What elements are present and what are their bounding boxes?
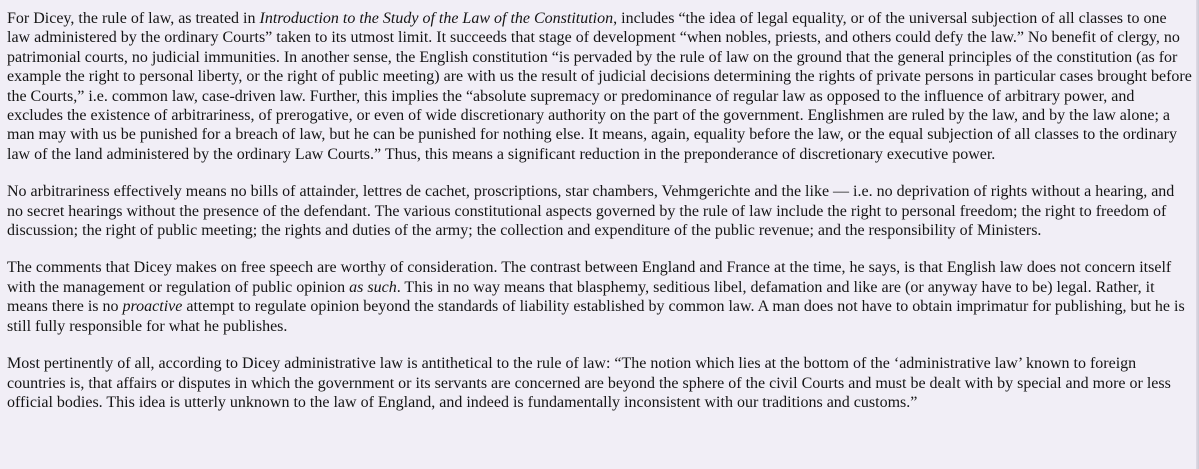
emphasis-proactive: proactive <box>122 298 183 316</box>
paragraph-text-segment: For Dicey, the rule of law, as treated in <box>7 10 260 27</box>
paragraph-text-segment: , includes “the idea of legal equality, or of the universal subjection of all classes to one law administered by the ordinary Courts” taken to its utmost limit. It succeeds that stage of development “when nobles, priests, and others could defy the law.” No benefit of clergy, no patrimonial courts, no judicial immunities. In another sense, the English constitution “is pervaded by the rule of law on the ground that the general principles of the constitution (as for example the right to personal liberty, or the right of public meeting) are with us the result of judicial decisions determining the rights of private persons in particular cases brought before the Courts,” i.e. common law, case-driven law. Further, this implies the “absolute supremacy or predominance of regular law as opposed to the influence of arbitrary power, and excludes the existence of arbitrariness, of prerogative, or even of wide discretionary authority on the part of the government. Englishmen are ruled by the law, and by the law alone; a man may with us be punished for a breach of law, but he can be punished for nothing else. It means, again, equality before the law, or the equal subjection of all classes to the ordinary law of the land administered by the ordinary Law Courts.” Thus, this means a significant reduction in the preponderance of discretionary executive power. <box>7 10 1192 163</box>
paragraph-text-segment: attempt to regulate opinion beyond the standards of liability established by common law. A man does not have to obtain imprimatur for publishing, but he is still fully responsible for what he publishes. <box>7 298 1185 335</box>
paragraph-text-segment: The comments that Dicey makes on free speech are worthy of consideration. The contrast between England and France at the time, he says, is that English law does not concern itself with the management or regulation of public opinion <box>7 259 1172 296</box>
paragraph-free-speech <box>7 258 1192 336</box>
paragraph-no-arbitrariness <box>7 182 1192 240</box>
emphasis-as-such: as such <box>349 278 397 296</box>
paragraph-administrative-law <box>7 354 1192 412</box>
article-body <box>7 9 1192 430</box>
paragraph-text-segment: Most pertinently of all, according to Dicey administrative law is antithetical to the rule of law: “The notion which lies at the bottom of the ‘administrative law’ known to foreign countries is, that affairs or disputes in which the government or its servants are concerned are beyond the sphere of the civil Courts and must be dealt with by special and more or less official bodies. This idea is utterly unknown to the law of England, and indeed is fundamentally inconsistent with our traditions and customs.” <box>7 355 1171 411</box>
paragraph-text-segment: . This in no way means that blasphemy, seditious libel, defamation and like are (or anyway have to be) legal. Rather, it means there is no <box>7 278 1155 316</box>
paragraph-text-segment: No arbitrariness effectively means no bills of attainder, lettres de cachet, proscriptions, star chambers, Vehmgerichte and the like — i.e. no deprivation of rights without a hearing, and no secret hearings without the presence of the defendant. The various constitutional aspects governed by the rule of law include the right to personal freedom; the right to freedom of discussion; the right of public meeting; the rights and duties of the army; the collection and expenditure of the public revenue; and the responsibility of Ministers. <box>7 183 1175 240</box>
book-title-italic: Introduction to the Study of the Law of the Constitution <box>259 10 614 27</box>
paragraph-rule-of-law <box>7 9 1192 164</box>
